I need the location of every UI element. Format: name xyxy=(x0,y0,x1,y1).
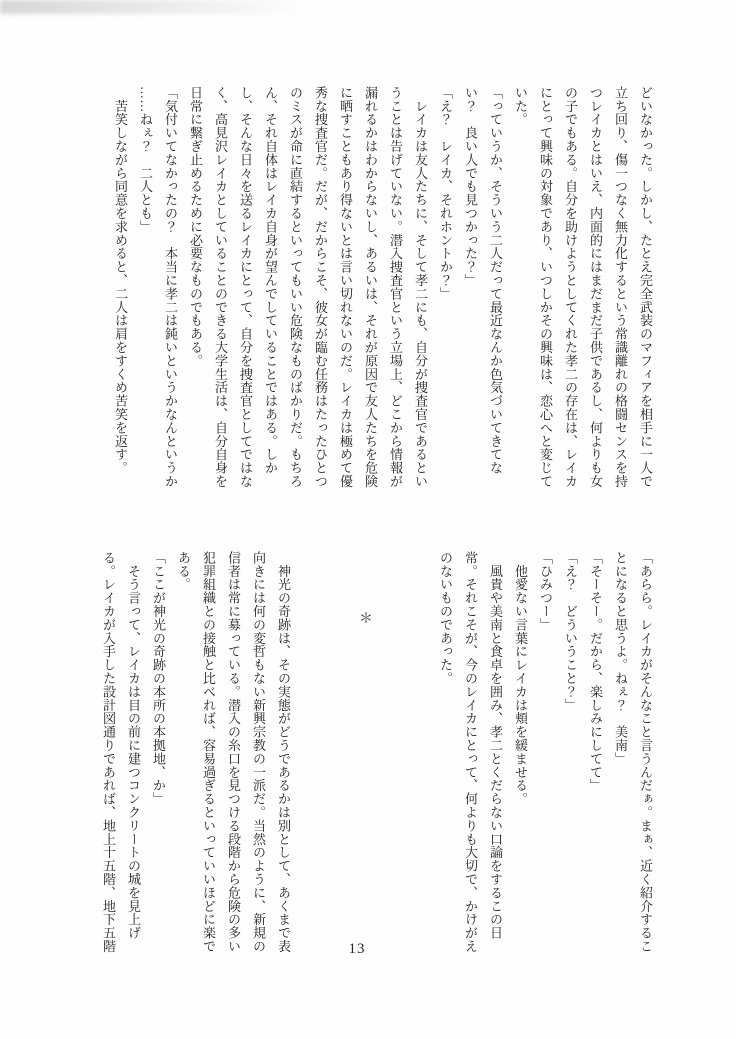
text-line: 神光の奇跡は、その実態がどうであるかは別として、あくまで表 xyxy=(276,551,291,953)
text-line: る。レイカが入手した設計図通りであれば、地上十五階、地下五階 xyxy=(101,551,116,953)
text-line: 日常に繋ぎ止めるために必要なものでもある。 xyxy=(188,86,203,368)
text-line: うことは告げていない。潜入捜査官という立場上、どこから情報が xyxy=(388,86,403,488)
text-line: 「そーそー。だから、楽しみにしてて」 xyxy=(588,551,603,793)
text-line: 秀な捜査官だ。だが、だからこそ、彼女が臨む任務はたったひとつ xyxy=(313,86,328,488)
text-line: 「っていうか、そういう二人だって最近なんか色気づいてきてな xyxy=(488,86,503,475)
text-block-bottom xyxy=(96,551,658,970)
text-line: し、そんな日々を送るレイカにとって、自分を捜査官としてではな xyxy=(238,86,253,488)
scene-break-asterisk: ＊ xyxy=(357,611,372,626)
text-block-top xyxy=(108,86,658,503)
text-line: ある。 xyxy=(176,551,191,592)
text-line: 風貴や美南と食卓を囲み、孝二とくだらない口論をするこの日 xyxy=(488,551,503,940)
text-line: く、高見沢レイカとしていることのできる大学生活は、自分自身を xyxy=(213,86,228,488)
text-line: 漏れるかはわからないし、あるいは、それが原因で友人たちを危険 xyxy=(363,86,378,488)
text-line: のミスが命に直結するといってもいい危険なものばかりだ。もちろ xyxy=(288,86,303,488)
text-line: 「え？ レイカ、それホントか？」 xyxy=(438,86,453,301)
text-line: のないものであった。 xyxy=(438,551,453,685)
text-line: 立ち回り、傷一つなく無力化するという常識離れの格闘センスを持 xyxy=(613,86,628,488)
text-line: どいなかった。しかし、たとえ完全武装のマフィアを相手に一人で xyxy=(638,86,653,488)
text-line: 「気付いてなかったの？ 本当に孝二は鈍いというかなんというか xyxy=(163,86,178,488)
text-line: 「え？ どういうこと？」 xyxy=(563,551,578,712)
page-number: 13 xyxy=(348,941,366,957)
text-line: い？ 良い人でも見つかった？」 xyxy=(463,86,478,287)
text-line: に晒すこともあり得ないとは言い切れないのだ。レイカは極めて優 xyxy=(338,86,353,488)
text-line: つレイカとはいえ、内面的にはまだまだ子供であるし、何よりも女 xyxy=(588,86,603,488)
text-line: 向きには何の変哲もない新興宗教の一派だ。当然のように、新規の xyxy=(251,551,266,953)
text-line: ん、それ自体はレイカ自身が望んでしていることではある。しか xyxy=(263,86,278,475)
text-line: 「ひみつー」 xyxy=(538,551,553,632)
text-line: 犯罪組織との接触と比べれば、容易過ぎるといっていいほどに楽で xyxy=(201,551,216,953)
text-line: 常。それこそが、今のレイカにとって、何よりも大切で、かけがえ xyxy=(463,551,478,953)
text-line: の子でもある。自分を助けようとしてくれた孝二の存在は、レイカ xyxy=(563,86,578,488)
text-line: 「ここが神光の奇跡の本所の本拠地、か」 xyxy=(151,551,166,806)
text-line: ……ねぇ？ 二人とも」 xyxy=(138,86,153,234)
text-line: 苦笑しながら同意を求めると、二人は肩をすくめ苦笑を返す。 xyxy=(113,86,128,475)
text-line: レイカは友人たちに、そして孝二にも、自分が捜査官であるとい xyxy=(413,86,428,488)
text-line: 信者は常に募っている。潜入の糸口を見つける段階から危険の多い xyxy=(226,551,241,953)
text-line: 「あらら。レイカがそんなこと言うんだぁ。まぁ、近く紹介するこ xyxy=(638,551,653,953)
scan-shadow-top-left xyxy=(0,0,310,14)
text-line: 他愛ない言葉にレイカは頬を緩ませる。 xyxy=(513,551,528,806)
text-line: にとって興味の対象であり、いつしかその興味は、恋心へと変じて xyxy=(538,86,553,488)
text-line: そう言って、レイカは目の前に建つコンクリートの城を見上げ xyxy=(126,551,141,940)
text-line: いた。 xyxy=(513,86,528,127)
text-line: とになると思うよ。ねぇ？ 美南」 xyxy=(613,551,628,766)
